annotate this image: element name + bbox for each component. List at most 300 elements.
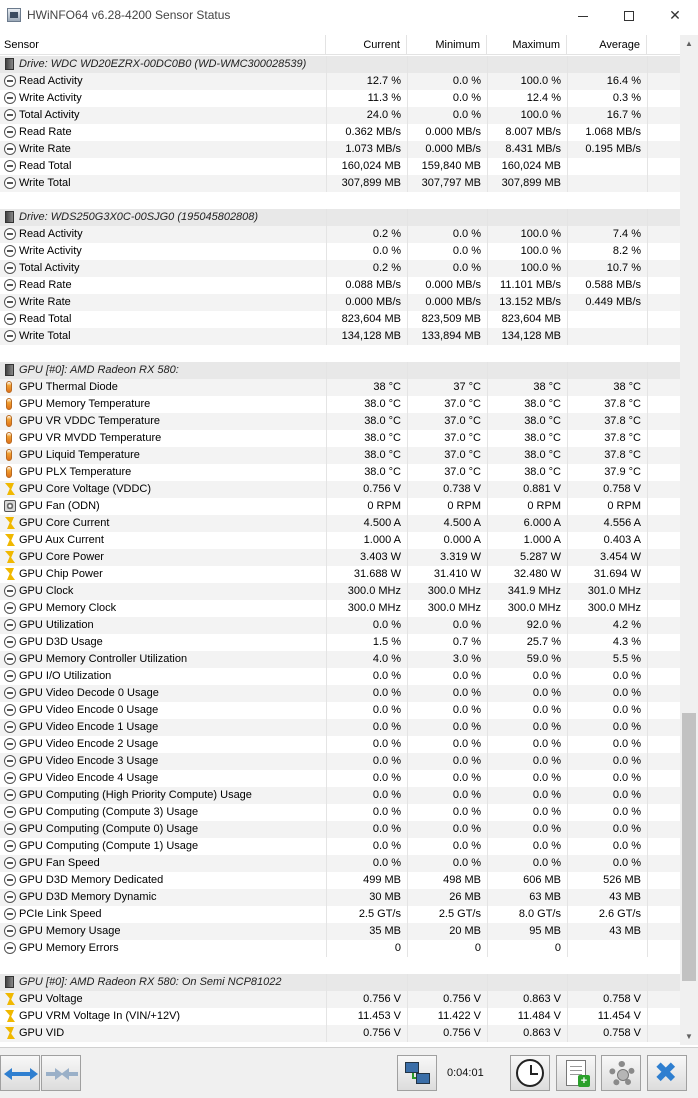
sensor-label: Write Total xyxy=(19,177,71,189)
maximum-value: 25.7 % xyxy=(526,636,561,648)
sensor-label: GPU VID xyxy=(19,1027,65,1039)
average-value: 38 °C xyxy=(613,381,641,393)
average-value: 0.588 MB/s xyxy=(585,279,641,291)
sensor-label: GPU Computing (High Priority Compute) Usage xyxy=(19,789,252,801)
sensor-row[interactable] xyxy=(0,753,680,770)
sensor-label: GPU VRM Voltage In (VIN/+12V) xyxy=(19,1010,181,1022)
sensor-row[interactable] xyxy=(0,379,680,396)
sensor-row[interactable] xyxy=(0,940,680,957)
minimum-value: 159,840 MB xyxy=(421,160,481,172)
logging-button[interactable] xyxy=(556,1055,596,1091)
maximize-button[interactable] xyxy=(606,0,652,31)
minimum-value: 37.0 °C xyxy=(444,415,481,427)
sensor-row[interactable] xyxy=(0,294,680,311)
sensor-label: Total Activity xyxy=(19,109,80,121)
scroll-down-arrow-icon[interactable]: ▼ xyxy=(685,1032,693,1041)
minimum-value: 0.0 % xyxy=(452,262,481,274)
gear-icon xyxy=(609,1061,635,1087)
maximum-value: 341.9 MHz xyxy=(507,585,561,597)
sensor-row[interactable] xyxy=(0,226,680,243)
sensor-label: GPU Video Encode 3 Usage xyxy=(19,755,159,767)
sensor-group-header[interactable] xyxy=(0,974,680,991)
sensor-row[interactable] xyxy=(0,396,680,413)
sensor-group-header[interactable] xyxy=(0,209,680,226)
maximum-value: 0.0 % xyxy=(532,857,561,869)
minimum-value: 0 xyxy=(474,942,481,954)
sensor-label: GPU Core Voltage (VDDC) xyxy=(19,483,152,495)
sensor-row[interactable] xyxy=(0,532,680,549)
sensor-label: GPU Voltage xyxy=(19,993,83,1005)
average-value: 4.2 % xyxy=(612,619,641,631)
minimum-value: 133,894 MB xyxy=(421,330,481,342)
average-value: 37.8 °C xyxy=(604,432,641,444)
column-header-average[interactable]: Average xyxy=(567,35,647,55)
scroll-thumb[interactable] xyxy=(682,713,696,981)
sensor-label: Read Activity xyxy=(19,228,83,240)
maximum-value: 0.0 % xyxy=(532,806,561,818)
sensor-label: GPU Computing (Compute 3) Usage xyxy=(19,806,199,818)
sensor-row[interactable] xyxy=(0,1025,680,1042)
average-value: 2.6 GT/s xyxy=(598,908,641,920)
minimum-value: 300.0 MHz xyxy=(427,602,481,614)
average-value: 0.0 % xyxy=(612,806,641,818)
sensor-row[interactable] xyxy=(0,668,680,685)
average-value: 10.7 % xyxy=(606,262,641,274)
sensor-row[interactable] xyxy=(0,243,680,260)
sensor-row[interactable] xyxy=(0,651,680,668)
average-value: 4.556 A xyxy=(603,517,641,529)
window-title: HWiNFO64 v6.28-4200 Sensor Status xyxy=(27,8,231,22)
sensor-row[interactable] xyxy=(0,1008,680,1025)
maximum-value: 100.0 % xyxy=(520,262,561,274)
minimum-value: 0.0 % xyxy=(452,75,481,87)
minimum-value: 0.000 MB/s xyxy=(425,143,481,155)
maximum-value: 11.101 MB/s xyxy=(500,279,561,291)
maximum-value: 0.0 % xyxy=(532,823,561,835)
sensor-label: PCIe Link Speed xyxy=(19,908,102,920)
average-value: 11.454 V xyxy=(597,1010,641,1022)
average-value: 43 MB xyxy=(609,925,641,937)
maximum-value: 300.0 MHz xyxy=(507,602,561,614)
sensor-label: GPU Thermal Diode xyxy=(19,381,118,393)
current-value: 0.000 MB/s xyxy=(345,296,401,308)
sensor-row[interactable] xyxy=(0,158,680,175)
maximum-value: 100.0 % xyxy=(520,228,561,240)
maximum-value: 0.0 % xyxy=(532,721,561,733)
close-x-icon: ✖ xyxy=(654,1057,678,1088)
current-value: 0.0 % xyxy=(372,857,401,869)
minimum-value: 0.0 % xyxy=(452,840,481,852)
sensor-label: GPU PLX Temperature xyxy=(19,466,132,478)
maximum-value: 1.000 A xyxy=(523,534,561,546)
minimum-value: 300.0 MHz xyxy=(427,585,481,597)
vertical-scrollbar[interactable] xyxy=(680,35,698,1045)
bottom-toolbar xyxy=(0,1047,698,1098)
sensor-row[interactable] xyxy=(0,838,680,855)
sensor-row[interactable] xyxy=(0,277,680,294)
average-value: 37.8 °C xyxy=(604,415,641,427)
sensor-table xyxy=(0,35,680,1045)
current-value: 0.0 % xyxy=(372,687,401,699)
group-label: Drive: WDC WD20EZRX-00DC0B0 (WD-WMC300028539) xyxy=(19,58,307,70)
current-value: 0 xyxy=(394,942,401,954)
average-value: 0.195 MB/s xyxy=(585,143,641,155)
scroll-up-arrow-icon[interactable]: ▲ xyxy=(685,39,693,48)
average-value: 0.758 V xyxy=(603,483,641,495)
maximum-value: 100.0 % xyxy=(520,109,561,121)
minimum-value: 0.0 % xyxy=(452,806,481,818)
maximum-value: 0.0 % xyxy=(532,772,561,784)
sensor-label: GPU Chip Power xyxy=(19,568,103,580)
minimum-value: 0.0 % xyxy=(452,619,481,631)
average-value: 37.9 °C xyxy=(604,466,641,478)
minimum-value: 0.0 % xyxy=(452,738,481,750)
maximum-value: 59.0 % xyxy=(526,653,561,665)
reset-timer-button[interactable] xyxy=(510,1055,550,1091)
sensor-row[interactable] xyxy=(0,770,680,787)
minimum-value: 0.0 % xyxy=(452,670,481,682)
minimum-value: 0.0 % xyxy=(452,92,481,104)
group-label: GPU [#0]: AMD Radeon RX 580: On Semi NCP81022 xyxy=(19,976,282,988)
average-value: 0.0 % xyxy=(612,704,641,716)
current-value: 4.500 A xyxy=(363,517,401,529)
maximum-value: 12.4 % xyxy=(526,92,561,104)
average-value: 0.449 MB/s xyxy=(585,296,641,308)
sensor-label: GPU Utilization xyxy=(19,619,94,631)
sensor-row[interactable] xyxy=(0,804,680,821)
maximum-value: 11.484 V xyxy=(517,1010,561,1022)
sensor-label: Read Rate xyxy=(19,126,72,138)
sensor-row[interactable] xyxy=(0,549,680,566)
current-value: 12.7 % xyxy=(366,75,401,87)
sensor-row[interactable] xyxy=(0,515,680,532)
sensor-label: GPU Memory Temperature xyxy=(19,398,151,410)
average-value: 0.0 % xyxy=(612,755,641,767)
sensor-label: GPU Video Decode 0 Usage xyxy=(19,687,159,699)
minimum-value: 823,509 MB xyxy=(421,313,481,325)
minimum-value: 37 °C xyxy=(453,381,481,393)
minimum-value: 0.0 % xyxy=(452,245,481,257)
average-value xyxy=(567,311,647,328)
minimize-button[interactable] xyxy=(560,0,606,31)
sensor-label: GPU Video Encode 0 Usage xyxy=(19,704,159,716)
current-value: 38.0 °C xyxy=(364,415,401,427)
network-button[interactable] xyxy=(397,1055,437,1091)
sensor-row[interactable] xyxy=(0,413,680,430)
close-icon: ✕ xyxy=(669,7,681,23)
sensor-label: GPU D3D Memory Dedicated xyxy=(19,874,164,886)
sensor-row[interactable] xyxy=(0,821,680,838)
maximum-value: 823,604 MB xyxy=(501,313,561,325)
current-value: 0.088 MB/s xyxy=(345,279,401,291)
average-value: 37.8 °C xyxy=(604,449,641,461)
minimum-value: 0.7 % xyxy=(452,636,481,648)
maximum-value: 0.0 % xyxy=(532,789,561,801)
average-value: 0.3 % xyxy=(612,92,641,104)
sensor-row[interactable] xyxy=(0,787,680,804)
average-value: 0.0 % xyxy=(612,772,641,784)
current-value: 38.0 °C xyxy=(364,449,401,461)
average-value: 300.0 MHz xyxy=(587,602,641,614)
sensor-rows xyxy=(0,56,680,1042)
close-window-button[interactable] xyxy=(652,0,698,31)
sensor-label: Write Rate xyxy=(19,143,71,155)
sensor-row[interactable] xyxy=(0,617,680,634)
column-header-minimum[interactable]: Minimum xyxy=(407,35,487,55)
sensor-row[interactable] xyxy=(0,855,680,872)
close-sensors-button[interactable] xyxy=(647,1055,687,1091)
sensor-row[interactable] xyxy=(0,600,680,617)
current-value: 0.0 % xyxy=(372,721,401,733)
average-value: 0.403 A xyxy=(603,534,641,546)
current-value: 134,128 MB xyxy=(341,330,401,342)
sensor-row[interactable] xyxy=(0,889,680,906)
settings-button[interactable] xyxy=(601,1055,641,1091)
sensor-row[interactable] xyxy=(0,430,680,447)
minimum-value: 0.000 MB/s xyxy=(425,126,481,138)
sensor-row[interactable] xyxy=(0,719,680,736)
sensor-label: Write Activity xyxy=(19,245,82,257)
maximize-icon xyxy=(624,11,634,21)
sensor-row[interactable] xyxy=(0,141,680,158)
sensor-row[interactable] xyxy=(0,685,680,702)
minimum-value: 3.0 % xyxy=(452,653,481,665)
current-value: 823,604 MB xyxy=(341,313,401,325)
sensor-label: GPU Core Current xyxy=(19,517,110,529)
average-value: 16.7 % xyxy=(606,109,641,121)
current-value: 0.0 % xyxy=(372,840,401,852)
sensor-row[interactable] xyxy=(0,566,680,583)
average-value: 0.0 % xyxy=(612,721,641,733)
minimum-value: 11.422 V xyxy=(437,1010,481,1022)
sensor-group-header[interactable] xyxy=(0,362,680,379)
sensor-row[interactable] xyxy=(0,583,680,600)
minimize-icon xyxy=(578,16,588,17)
sensor-label: GPU Video Encode 1 Usage xyxy=(19,721,159,733)
average-value: 0.0 % xyxy=(612,840,641,852)
group-spacer xyxy=(0,345,680,362)
sensor-label: GPU I/O Utilization xyxy=(19,670,112,682)
title-bar xyxy=(0,0,698,31)
maximum-value: 0.0 % xyxy=(532,738,561,750)
group-spacer xyxy=(0,192,680,209)
minimum-value: 37.0 °C xyxy=(444,432,481,444)
maximum-value: 100.0 % xyxy=(520,75,561,87)
current-value: 0.0 % xyxy=(372,755,401,767)
current-value: 0.756 V xyxy=(363,1027,401,1039)
minimum-value: 2.5 GT/s xyxy=(438,908,481,920)
current-value: 1.000 A xyxy=(363,534,401,546)
minimum-value: 0.0 % xyxy=(452,721,481,733)
average-value: 37.8 °C xyxy=(604,398,641,410)
maximum-value: 0 RPM xyxy=(527,500,561,512)
maximum-value: 5.287 W xyxy=(520,551,561,563)
current-value: 31.688 W xyxy=(353,568,401,580)
maximum-value: 0.0 % xyxy=(532,687,561,699)
current-value: 3.403 W xyxy=(360,551,401,563)
clock-icon xyxy=(516,1059,544,1087)
sensor-group-header[interactable] xyxy=(0,56,680,73)
column-header-current[interactable]: Current xyxy=(326,35,407,55)
current-value: 160,024 MB xyxy=(341,160,401,172)
sensor-row[interactable] xyxy=(0,90,680,107)
maximum-value: 63 MB xyxy=(529,891,561,903)
average-value: 8.2 % xyxy=(612,245,641,257)
sensor-row[interactable] xyxy=(0,73,680,90)
minimum-value: 0.0 % xyxy=(452,687,481,699)
sensor-label: GPU VR VDDC Temperature xyxy=(19,415,161,427)
average-value: 5.5 % xyxy=(612,653,641,665)
sensor-row[interactable] xyxy=(0,702,680,719)
current-value: 1.073 MB/s xyxy=(345,143,401,155)
current-value: 0.0 % xyxy=(372,823,401,835)
current-value: 0.756 V xyxy=(363,993,401,1005)
sensor-label: GPU Fan (ODN) xyxy=(19,500,100,512)
average-value xyxy=(567,175,647,192)
minimum-value: 498 MB xyxy=(443,874,481,886)
minimum-value: 37.0 °C xyxy=(444,449,481,461)
current-value: 300.0 MHz xyxy=(347,602,401,614)
sensor-row[interactable] xyxy=(0,464,680,481)
minimum-value: 307,797 MB xyxy=(421,177,481,189)
sensor-row[interactable] xyxy=(0,906,680,923)
maximum-value: 95 MB xyxy=(529,925,561,937)
average-value: 0.758 V xyxy=(603,993,641,1005)
sensor-row[interactable] xyxy=(0,498,680,515)
minimum-value: 37.0 °C xyxy=(444,398,481,410)
minimum-value: 26 MB xyxy=(449,891,481,903)
maximum-value: 38.0 °C xyxy=(524,415,561,427)
minimum-value: 0.000 MB/s xyxy=(425,296,481,308)
average-value: 0 RPM xyxy=(607,500,641,512)
sensor-row[interactable] xyxy=(0,923,680,940)
average-value: 4.3 % xyxy=(612,636,641,648)
maximum-value: 0.863 V xyxy=(523,1027,561,1039)
current-value: 0.0 % xyxy=(372,738,401,750)
sensor-row[interactable] xyxy=(0,872,680,889)
maximum-value: 38.0 °C xyxy=(524,432,561,444)
sensor-row[interactable] xyxy=(0,175,680,192)
current-value: 1.5 % xyxy=(372,636,401,648)
minimum-value: 3.319 W xyxy=(440,551,481,563)
sensor-label: GPU Clock xyxy=(19,585,74,597)
current-value: 38.0 °C xyxy=(364,398,401,410)
sensor-row[interactable] xyxy=(0,736,680,753)
current-value: 0.0 % xyxy=(372,619,401,631)
minimum-value: 0.0 % xyxy=(452,857,481,869)
sensor-row[interactable] xyxy=(0,991,680,1008)
sensor-label: GPU Fan Speed xyxy=(19,857,100,869)
maximum-value: 160,024 MB xyxy=(501,160,561,172)
maximum-value: 92.0 % xyxy=(526,619,561,631)
sensor-row[interactable] xyxy=(0,124,680,141)
current-value: 0.0 % xyxy=(372,670,401,682)
sensor-label: GPU D3D Usage xyxy=(19,636,103,648)
current-value: 499 MB xyxy=(363,874,401,886)
sensor-row[interactable] xyxy=(0,634,680,651)
navigate-button[interactable] xyxy=(0,1055,40,1091)
current-value: 0.2 % xyxy=(372,228,401,240)
elapsed-time: 0:04:01 xyxy=(447,1067,484,1079)
column-header-maximum[interactable]: Maximum xyxy=(487,35,567,55)
sensor-label: Read Total xyxy=(19,313,72,325)
maximum-value: 8.0 GT/s xyxy=(518,908,561,920)
current-value: 38.0 °C xyxy=(364,432,401,444)
average-value: 526 MB xyxy=(603,874,641,886)
average-value: 0.0 % xyxy=(612,789,641,801)
current-value: 11.453 V xyxy=(357,1010,401,1022)
navigate-disabled-button[interactable] xyxy=(41,1055,81,1091)
average-value xyxy=(567,158,647,175)
maximum-value: 8.431 MB/s xyxy=(505,143,561,155)
minimum-value: 0.0 % xyxy=(452,789,481,801)
sensor-row[interactable] xyxy=(0,481,680,498)
sensor-row[interactable] xyxy=(0,311,680,328)
minimum-value: 0.0 % xyxy=(452,109,481,121)
sensor-row[interactable] xyxy=(0,447,680,464)
current-value: 35 MB xyxy=(369,925,401,937)
average-value: 0.0 % xyxy=(612,687,641,699)
average-value: 7.4 % xyxy=(612,228,641,240)
current-value: 38.0 °C xyxy=(364,466,401,478)
current-value: 38 °C xyxy=(373,381,401,393)
minimum-value: 0 RPM xyxy=(447,500,481,512)
sensor-label: Total Activity xyxy=(19,262,80,274)
maximum-value: 0.0 % xyxy=(532,840,561,852)
sensor-row[interactable] xyxy=(0,328,680,345)
add-report-icon: + xyxy=(566,1060,586,1086)
maximum-value: 0 xyxy=(554,942,561,954)
current-value: 0.0 % xyxy=(372,806,401,818)
sensor-row[interactable] xyxy=(0,107,680,124)
sensor-label: GPU Computing (Compute 0) Usage xyxy=(19,823,199,835)
average-value: 31.694 W xyxy=(593,568,641,580)
group-label: Drive: WDS250G3X0C-00SJG0 (195045802808) xyxy=(19,211,259,223)
maximum-value: 307,899 MB xyxy=(501,177,561,189)
average-value: 43 MB xyxy=(609,891,641,903)
current-value: 307,899 MB xyxy=(341,177,401,189)
minimum-value: 0.756 V xyxy=(443,1027,481,1039)
average-value: 301.0 MHz xyxy=(587,585,641,597)
sensor-label: Read Total xyxy=(19,160,72,172)
table-header xyxy=(0,35,680,55)
maximum-value: 134,128 MB xyxy=(501,330,561,342)
sensor-row[interactable] xyxy=(0,260,680,277)
current-value: 24.0 % xyxy=(366,109,401,121)
maximum-value: 0.0 % xyxy=(532,704,561,716)
average-value: 0.0 % xyxy=(612,857,641,869)
sensor-label: Write Activity xyxy=(19,92,82,104)
minimum-value: 37.0 °C xyxy=(444,466,481,478)
minimum-value: 0.0 % xyxy=(452,823,481,835)
group-label: GPU [#0]: AMD Radeon RX 580: xyxy=(19,364,179,376)
average-value: 1.068 MB/s xyxy=(585,126,641,138)
sensor-label: GPU Memory Usage xyxy=(19,925,121,937)
maximum-value: 13.152 MB/s xyxy=(499,296,561,308)
current-value: 11.3 % xyxy=(367,92,401,104)
average-value: 0.0 % xyxy=(612,823,641,835)
maximum-value: 6.000 A xyxy=(523,517,561,529)
maximum-value: 32.480 W xyxy=(513,568,561,580)
sensor-label: GPU Memory Errors xyxy=(19,942,119,954)
maximum-value: 38 °C xyxy=(533,381,561,393)
column-header-sensor[interactable]: Sensor xyxy=(0,35,326,55)
sensor-label: GPU D3D Memory Dynamic xyxy=(19,891,157,903)
sensor-label: GPU Video Encode 2 Usage xyxy=(19,738,159,750)
sensor-label: Write Total xyxy=(19,330,71,342)
average-value xyxy=(567,328,647,345)
sensor-label: GPU Liquid Temperature xyxy=(19,449,140,461)
